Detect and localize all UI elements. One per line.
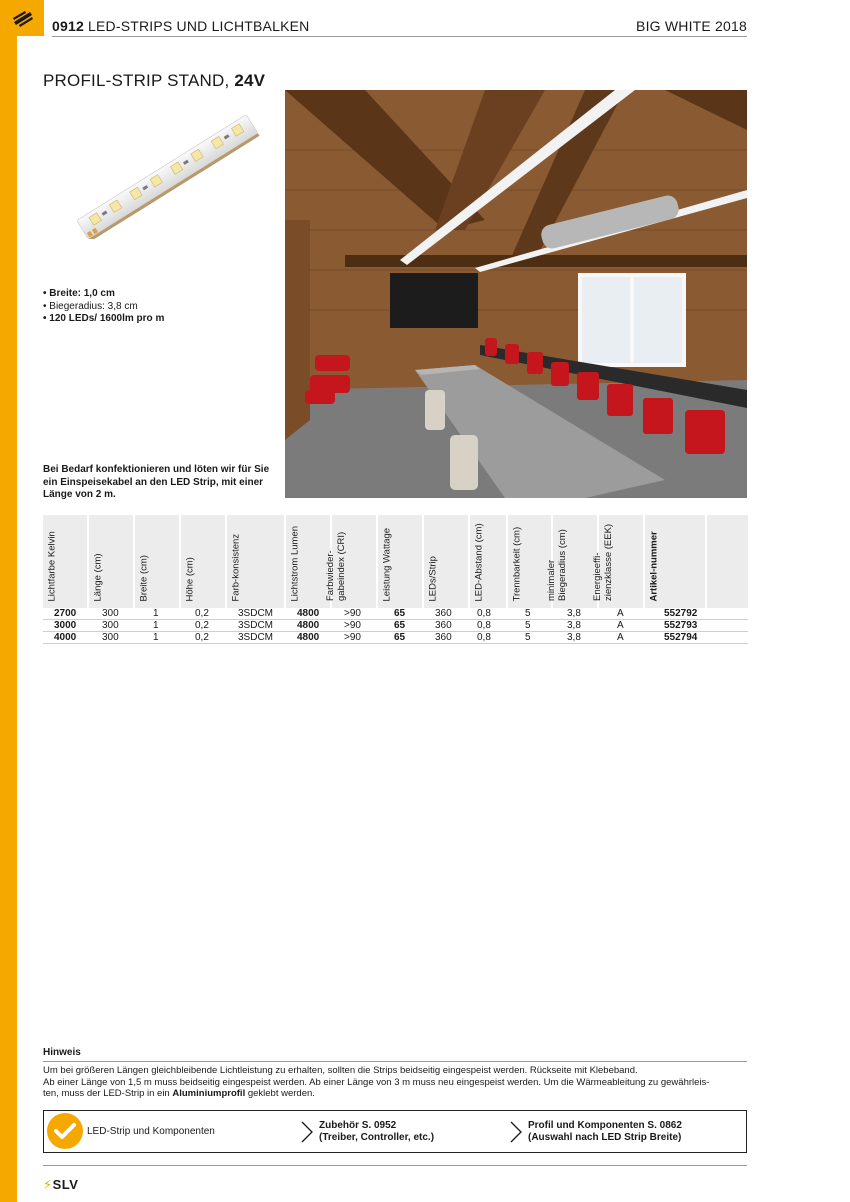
column-header: Farbwieder-gabeindex (CRI) [332, 515, 376, 608]
checkmark-badge [47, 1113, 83, 1149]
hint-title: Hinweis [43, 1047, 81, 1058]
table-row: 3000 300 1 0,2 3SDCM 4800 >90 65 360 0,8 5 3,8 A 552793 [43, 620, 748, 632]
column-header: Breite (cm) [135, 515, 179, 608]
chevron-right-icon [509, 1121, 523, 1143]
assembly-note: Bei Bedarf konfektionieren und löten wir für Sie ein Einspeisekabel an den LED Strip, mit einer Länge von 2 m. [43, 464, 270, 500]
column-header: LED-Abstand (cm) [470, 515, 506, 608]
hint-text: Um bei größeren Längen gleichbleibende Lichtleistung zu erhalten, sollten die Strips beidseitig eingespeist werden. Rückseite mit Klebeband. Ab einer Länge von 1,5 m muss beidseitig eingespeist werden. Ab einer Länge von 3 m muss neu eingespeist werden. Um die Wärmeableitung zu gewährleis- ten, muss der LED-Strip in ein Aluminiumprofil geklebt werden. [43, 1065, 710, 1100]
section-title: LED-STRIPS UND LICHTBALKEN [88, 18, 310, 34]
table-header [43, 515, 748, 608]
footer-logo: ⚡SLV [43, 1177, 79, 1192]
column-header: Artikel-nummer [645, 515, 705, 608]
table-row: 2700 300 1 0,2 3SDCM 4800 >90 65 360 0,8 5 3,8 A 552792 [43, 608, 748, 620]
footer-divider [43, 1165, 747, 1166]
spec-item: • Biegeradius: 3,8 cm [43, 301, 164, 314]
product-title: PROFIL-STRIP STAND, 24V [43, 71, 266, 90]
conference-room-photo [285, 90, 747, 498]
column-header: Farb-konsistenz [227, 515, 284, 608]
spec-item: • 120 LEDs/ 1600lm pro m [43, 313, 164, 326]
spec-list [43, 288, 164, 326]
column-header: LEDs/Strip [424, 515, 468, 608]
catalog-name: BIG WHITE 2018 [636, 18, 747, 34]
column-header: Höhe (cm) [181, 515, 225, 608]
components-label: LED-Strip und Komponenten [87, 1126, 215, 1137]
components-info-box [43, 1110, 747, 1153]
checkmark-icon [54, 1122, 76, 1140]
accessory-link[interactable]: Zubehör S. 0952 (Treiber, Controller, etc.) [319, 1120, 435, 1143]
column-header: minimaler Biegeradius (cm) [553, 515, 597, 608]
product-voltage: 24V [234, 71, 266, 90]
column-header: Lichtstrom Lumen [286, 515, 330, 608]
spec-item: • Breite: 1,0 cm [43, 288, 164, 301]
profile-link[interactable]: Profil und Komponenten S. 0862 (Auswahl nach LED Strip Breite) [528, 1120, 682, 1143]
column-header-empty [707, 515, 748, 608]
page-header [52, 17, 747, 37]
column-header: Energieeffi-zienzklasse (EEK) [599, 515, 643, 608]
brand-corner [0, 0, 44, 36]
column-header: Lichtfarbe Kelvin [43, 515, 87, 608]
table-row: 4000 300 1 0,2 3SDCM 4800 >90 65 360 0,8 5 3,8 A 552794 [43, 632, 748, 644]
column-header: Länge (cm) [89, 515, 133, 608]
page-number: 0912 [52, 18, 84, 34]
accent-side-bar [0, 0, 17, 1202]
slv-logo-icon [12, 8, 34, 28]
column-header: Leistung Wattage [378, 515, 422, 608]
product-table [43, 515, 748, 644]
divider [43, 1061, 747, 1062]
column-header: Trennbarkeit (cm) [508, 515, 551, 608]
chevron-right-icon [300, 1121, 314, 1143]
led-strip-image [72, 94, 267, 239]
